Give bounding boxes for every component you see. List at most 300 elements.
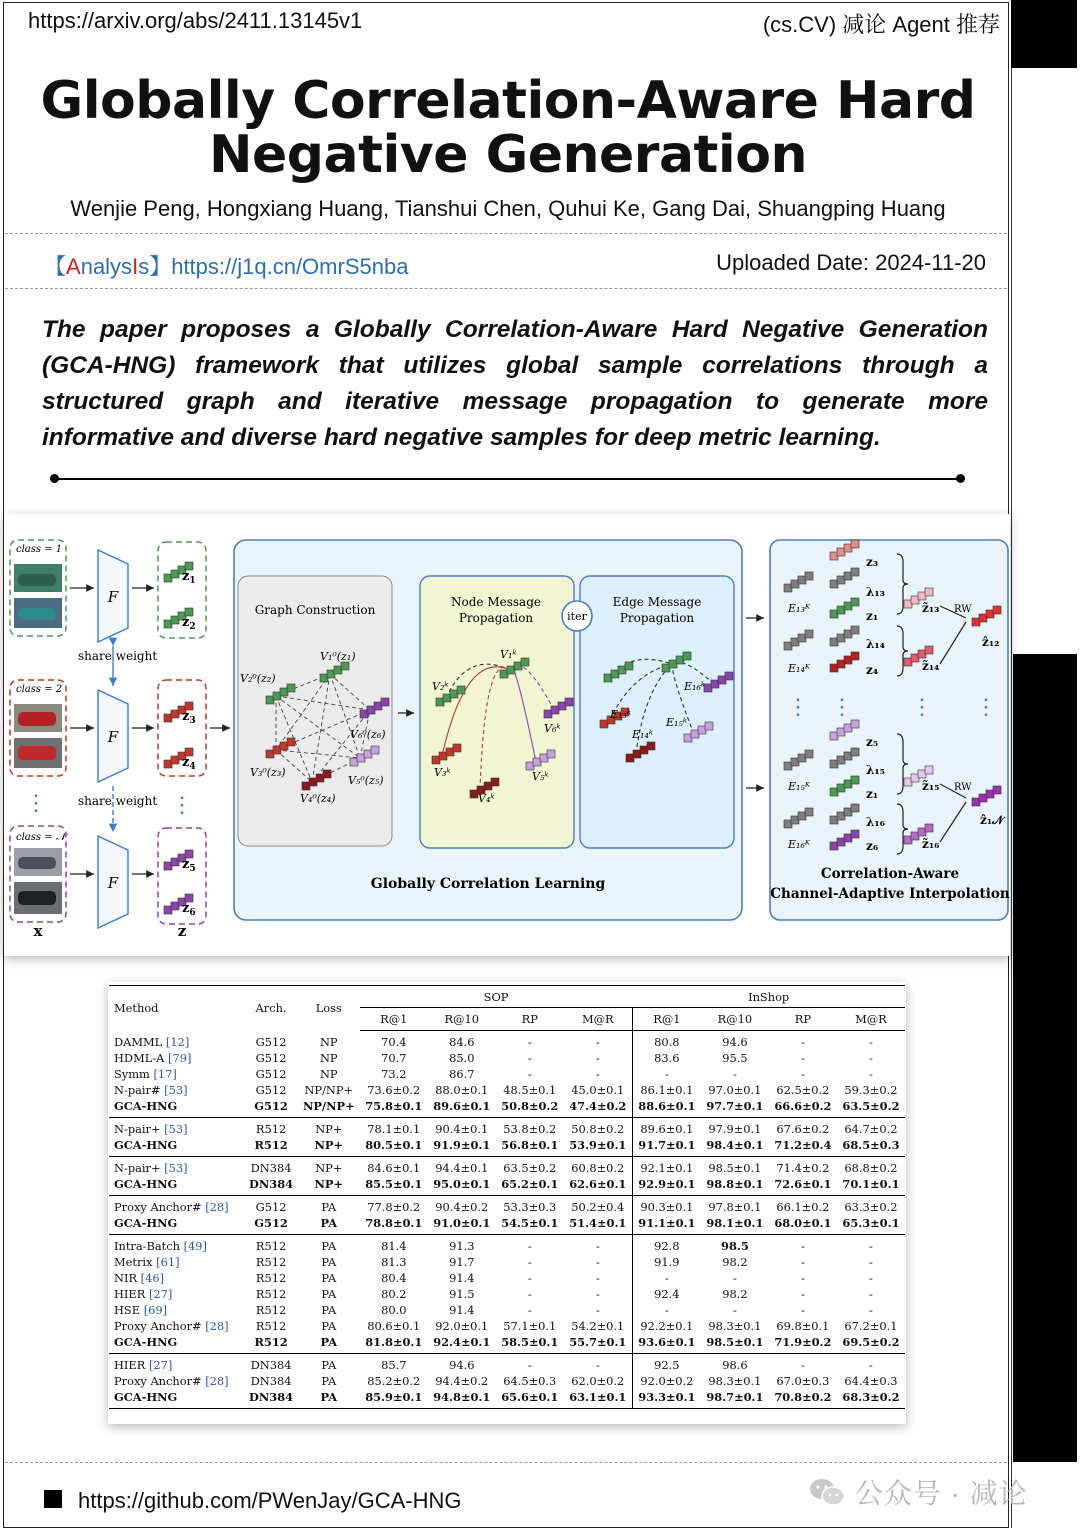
- citation-link[interactable]: [28]: [205, 1374, 229, 1388]
- table-row: [109, 1354, 905, 1374]
- cell-loss: PA: [321, 1358, 337, 1372]
- cell-method: [109, 1050, 244, 1066]
- cell-value: 64.7±0.2: [844, 1122, 898, 1136]
- cell-arch: G512: [255, 1067, 287, 1081]
- v1-label: V₁⁰(z₁): [320, 650, 356, 663]
- cell-value: 91.3: [449, 1239, 475, 1253]
- cell-loss: PA: [298, 1215, 360, 1235]
- citation-link[interactable]: [27]: [148, 1358, 173, 1372]
- cell-value: -: [527, 1255, 532, 1269]
- cell-value: 70.1±0.1: [837, 1176, 905, 1196]
- cell-value: 84.6: [449, 1035, 475, 1049]
- cell-value: 93.6±0.1: [632, 1334, 701, 1354]
- cell-value: 80.2: [381, 1287, 407, 1301]
- cell-method: [109, 1354, 244, 1374]
- analysis-link[interactable]: [44, 250, 408, 281]
- cell-value: -: [632, 1270, 701, 1286]
- citation-link[interactable]: [53]: [164, 1122, 188, 1136]
- cell-value: 92.2±0.1: [632, 1318, 701, 1334]
- graph-construction-label: Graph Construction: [254, 603, 376, 617]
- cell-value: 63.5±0.2: [503, 1161, 557, 1175]
- corner-block: [1011, 0, 1077, 68]
- cell-loss: NP/NP+: [298, 1098, 360, 1118]
- cell-method: [109, 1389, 244, 1409]
- cell-value: -: [527, 1287, 532, 1301]
- cell-value: 81.8±0.1: [360, 1334, 428, 1354]
- vector-cell: [805, 750, 813, 758]
- cell-loss: NP+: [315, 1122, 343, 1136]
- vector-cell: [851, 598, 859, 606]
- cai-l15: λ₁₅: [866, 763, 885, 777]
- class-box-N: [10, 826, 69, 922]
- cell-value: 94.6: [722, 1035, 748, 1049]
- paper-title: [20, 71, 996, 185]
- table-row: [109, 1031, 905, 1051]
- citation-link[interactable]: [79]: [168, 1051, 192, 1065]
- table-row: [109, 1176, 905, 1196]
- v5-label: V₅⁰(z₅): [348, 774, 384, 787]
- divider-footer: [5, 1462, 1007, 1463]
- cell-loss: NP+: [298, 1137, 360, 1157]
- cell-value: -: [732, 1303, 737, 1317]
- citation-link[interactable]: [27]: [148, 1287, 173, 1301]
- cell-method: [109, 1318, 244, 1334]
- ek16-label: E₁₆ᵏ: [684, 680, 705, 693]
- table-row: [109, 1098, 905, 1118]
- ellipsis-z: ⋮: [171, 793, 193, 818]
- cell-value: 53.9±0.1: [564, 1137, 633, 1157]
- cell-value: 94.4±0.2: [435, 1374, 489, 1388]
- citation-link[interactable]: [53]: [164, 1161, 188, 1175]
- table-row: [109, 1334, 905, 1354]
- cell-value: 70.7: [381, 1051, 407, 1065]
- cell-arch: DN384: [244, 1176, 298, 1196]
- cell-value: 67.0±0.3: [776, 1374, 830, 1388]
- vector-cell: [625, 662, 633, 670]
- table-row: [109, 1318, 905, 1334]
- table-row: [109, 1137, 905, 1157]
- cell-method: [109, 1176, 244, 1196]
- vector-cell: [491, 778, 499, 786]
- vector-cell: [925, 766, 933, 774]
- cell-value: 68.8±0.2: [844, 1161, 898, 1175]
- cell-value: 97.8±0.1: [708, 1200, 762, 1214]
- cell-value: 67.2±0.1: [844, 1319, 898, 1333]
- cell-value: 97.9±0.1: [708, 1122, 762, 1136]
- cell-value: 91.4: [449, 1271, 475, 1285]
- github-link[interactable]: https://github.com/PWenJay/GCA-HNG: [78, 1488, 462, 1513]
- cell-value: 50.8±0.2: [571, 1122, 625, 1136]
- citation-link[interactable]: [46]: [140, 1271, 165, 1285]
- cell-value: -: [869, 1358, 873, 1372]
- cell-value: 67.6±0.2: [776, 1122, 830, 1136]
- f-label-1: F: [107, 588, 119, 606]
- table-row: [109, 1066, 905, 1082]
- cell-value: 62.0±0.2: [571, 1374, 625, 1388]
- cai-l14: λ₁₄: [866, 637, 885, 651]
- method-name: HIER: [114, 1358, 146, 1372]
- cell-value: -: [595, 1239, 600, 1253]
- cell-value: -: [869, 1051, 873, 1065]
- cell-value: 58.5±0.1: [496, 1334, 564, 1354]
- cell-value: 83.6: [632, 1050, 701, 1066]
- cell-value: 80.5±0.1: [360, 1137, 428, 1157]
- cell-value: 64.5±0.3: [503, 1374, 557, 1388]
- cell-loss: PA: [321, 1255, 337, 1269]
- method-name: HSE: [114, 1303, 141, 1317]
- iter-label: iter: [567, 610, 587, 623]
- bracket-open: 【: [44, 254, 67, 279]
- cell-value: -: [869, 1239, 873, 1253]
- cell-method: [109, 1066, 244, 1082]
- z5-label: $z_5$: [182, 857, 196, 874]
- cell-value: -: [527, 1035, 532, 1049]
- analysis-tail: s: [138, 254, 150, 279]
- cell-arch: G512: [255, 1051, 287, 1065]
- th-metric-6: RP: [769, 1008, 837, 1031]
- table-header-row-1: [109, 986, 905, 1008]
- class2-label: class = 2: [16, 684, 63, 695]
- node-msg-label-1: Node Message: [451, 595, 541, 609]
- cell-loss: NP/NP+: [304, 1083, 354, 1097]
- cell-value: 90.4±0.2: [435, 1200, 489, 1214]
- cell-value: 91.7±0.1: [632, 1137, 701, 1157]
- cell-value: 70.8±0.2: [769, 1389, 837, 1409]
- z1-label: $z_1$: [182, 569, 196, 586]
- cell-value: 92.4±0.1: [428, 1334, 496, 1354]
- cell-value: 92.4: [632, 1286, 701, 1302]
- edge-msg-label-2: Propagation: [619, 611, 695, 625]
- cell-value: 92.8: [632, 1235, 701, 1255]
- cell-value: 71.9±0.2: [769, 1334, 837, 1354]
- vector-cell: [547, 750, 555, 758]
- cell-value: 98.6: [722, 1358, 748, 1372]
- vector-cell: [925, 824, 933, 832]
- cell-method: [109, 1302, 244, 1318]
- watermark: [808, 1472, 1028, 1512]
- cell-loss: NP: [319, 1034, 338, 1049]
- cell-value: 91.9: [632, 1254, 701, 1270]
- class1-label: class = 1: [16, 544, 63, 555]
- results-table-card: [108, 982, 906, 1424]
- cell-loss: PA: [298, 1389, 360, 1409]
- citation-link[interactable]: [61]: [156, 1255, 180, 1269]
- cell-value: -: [595, 1287, 600, 1301]
- cell-value: -: [800, 1287, 805, 1301]
- cell-value: 94.4±0.1: [435, 1161, 489, 1175]
- ellipsis-dots: ⋮: [787, 695, 809, 720]
- cell-loss: PA: [321, 1374, 337, 1388]
- cell-value: 78.8±0.1: [360, 1215, 428, 1235]
- classN-label: class = 𝒩: [16, 832, 66, 843]
- vector-cell: [565, 698, 573, 706]
- cell-value: 78.1±0.1: [367, 1122, 421, 1136]
- cell-loss: NP: [319, 1067, 338, 1081]
- cell-value: 89.6±0.1: [632, 1118, 701, 1138]
- vector-cell: [851, 830, 859, 838]
- cell-value: 63.5±0.2: [837, 1098, 905, 1118]
- cell-arch: R512: [255, 1319, 287, 1333]
- table-row: [109, 1389, 905, 1409]
- cell-value: 80.0: [381, 1303, 407, 1317]
- bracket-close: 】: [149, 254, 172, 279]
- cell-value: 55.7±0.1: [564, 1334, 633, 1354]
- cell-value: 88.6±0.1: [632, 1098, 701, 1118]
- cell-value: 90.3±0.1: [632, 1196, 701, 1216]
- vector-cell: [805, 808, 813, 816]
- table-row: [109, 1215, 905, 1235]
- ek13-label: E₁₃ᵏ: [610, 708, 631, 721]
- method-name: Proxy Anchor#: [114, 1319, 202, 1333]
- title-line-2: Negative Generation: [209, 125, 807, 185]
- vector-cell: [851, 720, 859, 728]
- method-name: GCA-HNG: [114, 1216, 178, 1230]
- cai-zt16: z̃₁₆: [922, 837, 940, 851]
- th-metric-0: R@1: [360, 1008, 428, 1031]
- citation-link[interactable]: [49]: [183, 1239, 207, 1253]
- cell-method: [109, 1082, 244, 1098]
- analysis-letter-a: A: [66, 254, 81, 279]
- z-label: z: [177, 922, 187, 940]
- cell-value: 92.0±0.2: [632, 1373, 701, 1389]
- cai-zt13: z̃₁₃: [922, 601, 940, 615]
- citation-link[interactable]: [28]: [205, 1319, 229, 1333]
- method-name: GCA-HNG: [114, 1138, 178, 1152]
- cell-value: 92.9±0.1: [632, 1176, 701, 1196]
- share-weight-1: share weight: [78, 649, 158, 663]
- cell-value: 50.2±0.4: [571, 1200, 625, 1214]
- cell-value: 92.1±0.1: [632, 1157, 701, 1177]
- right-rule: [1011, 68, 1012, 1528]
- vector-cell: [457, 686, 465, 694]
- cell-arch: DN384: [244, 1389, 298, 1409]
- ek15-label: E₁₅ᵏ: [666, 716, 687, 729]
- z6-label: $z_6$: [182, 901, 196, 918]
- cell-value: 80.6±0.1: [367, 1319, 421, 1333]
- method-name: Metrix: [114, 1255, 153, 1269]
- cell-value: 93.3±0.1: [632, 1389, 701, 1409]
- cell-value: -: [632, 1066, 701, 1082]
- cell-arch: R512: [255, 1287, 287, 1301]
- vk4-label: V₄ᵏ: [478, 792, 495, 805]
- vk5-label: V₅ᵏ: [532, 770, 549, 783]
- th-metric-7: M@R: [837, 1008, 905, 1031]
- edge-msg-label-1: Edge Message: [612, 595, 702, 609]
- cell-value: 94.6: [449, 1358, 475, 1372]
- cell-arch: R512: [255, 1239, 287, 1253]
- vector-cell: [805, 572, 813, 580]
- cell-value: -: [595, 1051, 600, 1065]
- cell-value: 98.3±0.1: [708, 1374, 762, 1388]
- cell-value: 91.7: [449, 1255, 475, 1269]
- vector-cell: [371, 746, 379, 754]
- cell-loss: PA: [298, 1334, 360, 1354]
- cell-value: -: [595, 1271, 600, 1285]
- th-sop: SOP: [360, 986, 633, 1008]
- gcl-label: Globally Correlation Learning: [370, 876, 606, 892]
- title-line-1: Globally Correlation-Aware Hard: [40, 71, 976, 131]
- watermark-text: 公众号 · 减论: [854, 1478, 1028, 1509]
- cell-value: 54.2±0.1: [571, 1319, 625, 1333]
- table-row: [109, 1118, 905, 1138]
- cell-value: 56.8±0.1: [496, 1137, 564, 1157]
- cell-value: -: [595, 1035, 600, 1049]
- cell-value: -: [869, 1035, 873, 1049]
- cell-arch: R512: [255, 1271, 287, 1285]
- citation-link[interactable]: [28]: [205, 1200, 229, 1214]
- cell-value: 65.2±0.1: [496, 1176, 564, 1196]
- citation-link[interactable]: [12]: [165, 1034, 190, 1049]
- table-row: [109, 1254, 905, 1270]
- cell-loss: NP: [319, 1051, 338, 1065]
- th-metric-4: R@1: [632, 1008, 701, 1031]
- cell-value: -: [869, 1255, 873, 1269]
- method-name: HDML-A: [114, 1051, 165, 1065]
- table-row: [109, 1157, 905, 1177]
- method-name: GCA-HNG: [114, 1099, 178, 1113]
- cell-value: 73.6±0.2: [367, 1083, 421, 1097]
- th-method: Method: [114, 1001, 159, 1016]
- cell-value: 63.3±0.2: [844, 1200, 898, 1214]
- class-box-1: [10, 540, 66, 636]
- vector-cell: [287, 684, 295, 692]
- cell-value: -: [800, 1051, 805, 1065]
- cell-arch: DN384: [250, 1161, 292, 1175]
- rw-label-2: RW: [954, 782, 972, 793]
- cell-value: -: [732, 1271, 737, 1285]
- cell-method: [109, 1098, 244, 1118]
- method-name: GCA-HNG: [114, 1390, 178, 1404]
- wechat-icon: [808, 1477, 846, 1507]
- cell-value: 68.5±0.3: [837, 1137, 905, 1157]
- cai-l13: λ₁₃: [866, 585, 885, 599]
- th-inshop: InShop: [632, 986, 905, 1008]
- vector-cell: [851, 804, 859, 812]
- analysis-url[interactable]: https://j1q.cn/OmrS5nba: [171, 254, 409, 279]
- table-row: [109, 1270, 905, 1286]
- cell-loss: PA: [321, 1239, 337, 1253]
- method-name: GCA-HNG: [114, 1335, 178, 1349]
- method-name: Symm: [114, 1067, 150, 1081]
- cell-method: [109, 1270, 244, 1286]
- cai-label-2: Channel-Adaptive Interpolation: [770, 886, 1010, 902]
- cell-value: 65.6±0.1: [496, 1389, 564, 1409]
- citation-link[interactable]: [53]: [164, 1083, 188, 1097]
- cell-value: 51.4±0.1: [564, 1215, 633, 1235]
- vector-cell: [993, 786, 1001, 794]
- cell-value: 92.0±0.1: [435, 1319, 489, 1333]
- cell-value: -: [527, 1067, 532, 1081]
- cell-value: -: [595, 1067, 600, 1081]
- cell-arch: G512: [255, 1083, 287, 1097]
- cai-zt14: z̃₁₄: [922, 659, 940, 673]
- f-label-N: F: [107, 874, 119, 892]
- cell-value: -: [800, 1303, 805, 1317]
- cell-arch: DN384: [250, 1358, 292, 1372]
- analysis-mid: nalys: [80, 254, 133, 279]
- cell-arch: DN384: [250, 1374, 292, 1388]
- f-label-2: F: [107, 728, 119, 746]
- cell-value: 47.4±0.2: [564, 1098, 633, 1118]
- cell-value: 98.5±0.1: [701, 1334, 769, 1354]
- cell-loss: PA: [321, 1303, 337, 1317]
- citation-link[interactable]: [69]: [143, 1303, 168, 1317]
- v2-label: V₂⁰(z₂): [240, 672, 276, 685]
- method-name: N-pair+: [114, 1161, 161, 1175]
- node-msg-label-2: Propagation: [458, 611, 534, 625]
- cell-value: 64.4±0.3: [844, 1374, 898, 1388]
- cell-value: 69.5±0.2: [837, 1334, 905, 1354]
- th-arch: Arch.: [255, 1001, 287, 1016]
- cell-value: 91.5: [449, 1287, 475, 1301]
- arxiv-url[interactable]: https://arxiv.org/abs/2411.13145v1: [28, 8, 363, 33]
- cell-value: 86.7: [449, 1067, 475, 1081]
- cell-value: 98.2: [722, 1255, 748, 1269]
- cell-value: 98.8±0.1: [701, 1176, 769, 1196]
- cell-value: 98.5±0.1: [708, 1161, 762, 1175]
- summary-text: The paper proposes a Globally Correlation-Aware Hard Negative Generation (GCA-HNG) framework that utilizes global sample correlations through a structured graph and iterative message propagation to generate more informative and diverse hard negative samples for deep metric learning.: [42, 316, 988, 451]
- vector-cell: [851, 626, 859, 634]
- cell-value: 59.3±0.2: [844, 1083, 898, 1097]
- cell-value: 91.1±0.1: [632, 1215, 701, 1235]
- vector-cell: [925, 588, 933, 596]
- cell-value: -: [800, 1255, 805, 1269]
- cell-arch: R512: [255, 1122, 287, 1136]
- cell-value: -: [595, 1358, 600, 1372]
- cai-z5: z₅: [866, 735, 879, 749]
- table-row: [109, 1235, 905, 1255]
- method-name: Proxy Anchor#: [114, 1200, 202, 1214]
- vector-cell: [453, 744, 461, 752]
- cell-value: -: [527, 1239, 532, 1253]
- method-name: DAMML: [114, 1034, 163, 1049]
- cell-value: 80.4: [381, 1271, 407, 1285]
- cell-value: -: [632, 1302, 701, 1318]
- cell-loss: NP+: [315, 1161, 343, 1175]
- cell-loss: NP+: [298, 1176, 360, 1196]
- cell-loss: PA: [321, 1319, 337, 1333]
- vector-cell: [725, 672, 733, 680]
- cell-value: 80.8: [632, 1031, 701, 1051]
- cell-method: [109, 1031, 244, 1051]
- cell-value: -: [527, 1271, 532, 1285]
- cell-value: -: [800, 1271, 805, 1285]
- cell-method: [109, 1373, 244, 1389]
- cell-value: 70.4: [381, 1035, 407, 1049]
- cell-arch: R512: [244, 1137, 298, 1157]
- vector-cell: [323, 770, 331, 778]
- citation-link[interactable]: [17]: [153, 1067, 177, 1081]
- analysis-letter-i: I: [132, 254, 139, 279]
- cell-value: 98.4±0.1: [701, 1137, 769, 1157]
- vk2-label: V₂ᵏ: [432, 680, 449, 693]
- vector-cell: [925, 646, 933, 654]
- framework-figure: [4, 514, 1010, 956]
- ellipsis-dots: ⋮: [975, 695, 997, 720]
- cell-value: 92.5: [632, 1354, 701, 1374]
- table-row: [109, 1050, 905, 1066]
- method-name: N-pair#: [114, 1083, 161, 1097]
- cell-value: 65.3±0.1: [837, 1215, 905, 1235]
- cell-value: 81.4: [381, 1239, 407, 1253]
- cell-value: 88.0±0.1: [435, 1083, 489, 1097]
- cell-value: -: [527, 1051, 532, 1065]
- cell-arch: R512: [255, 1303, 287, 1317]
- method-name: N-pair+: [114, 1122, 161, 1136]
- th-metric-2: RP: [496, 1008, 564, 1031]
- EK14-label: E₁₄ᴷ: [788, 662, 811, 675]
- cell-value: 85.2±0.2: [367, 1374, 421, 1388]
